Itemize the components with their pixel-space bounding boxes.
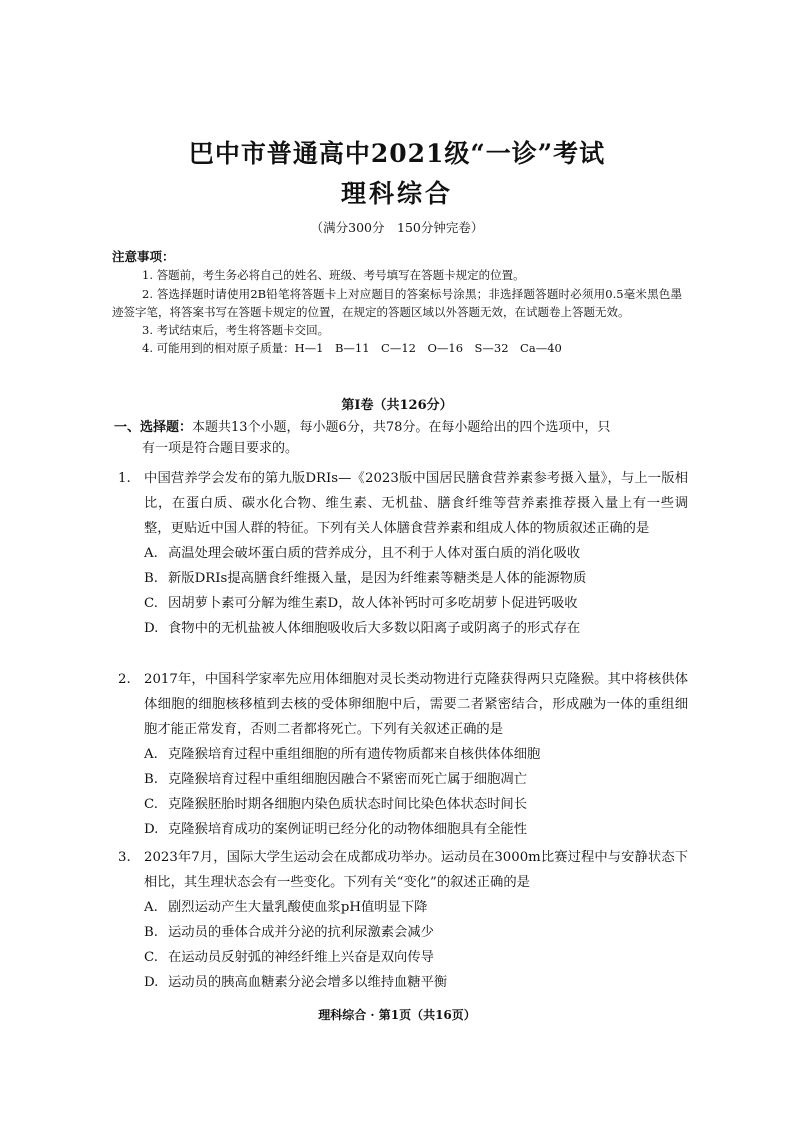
question-1 <box>118 466 688 641</box>
option-d <box>118 970 688 995</box>
question-stem: 2023年7月，国际大学生运动会在成都成功举办。运动员在3000m比赛过程中与安静状态下相比，其生理状态会有一些变化。下列有关“变化”的叙述正确的是 <box>144 850 688 890</box>
question-stem: 2017年，中国科学家率先应用体细胞对灵长类动物进行克隆获得两只克隆猴。其中将核供体体细胞的细胞核移植到去核的受体卵细胞中后，需要二者紧密结合，形成融为一体的重组细胞才能正常发育，否则二者都将死亡。下列有关叙述正确的是 <box>144 672 688 737</box>
option-text: 新版DRIs提高膳食纤维摄入量，是因为纤维素等糖类是人体的能源物质 <box>168 571 587 586</box>
option-b <box>118 767 688 792</box>
option-key: A. <box>144 747 158 762</box>
option-a <box>118 742 688 767</box>
option-a <box>118 895 688 920</box>
notes-item: 2. 答选择题时请使用2B铅笔将答题卡上对应题目的答案标号涂黑；非选择题答题时必须用0.5毫米黑色墨迹签字笔，将答案书写在答题卡规定的位置，在规定的答题区域以外答题无效，在试题卷上答题无效。 <box>112 286 682 319</box>
option-a <box>118 541 688 566</box>
question-stem: 中国营养学会发布的第九版DRIs—《2023版中国居民膳食营养素参考摄入量》，与上一版相比，在蛋白质、碳水化合物、维生素、无机盐、膳食纤维等营养素推荐摄入量上有一些调整，更贴近中国人群的特征。下列有关人体膳食营养素和组成人体的物质叙述正确的是 <box>144 471 688 536</box>
option-key: B. <box>144 925 158 940</box>
option-c <box>118 945 688 970</box>
question-2 <box>118 667 688 842</box>
option-c <box>118 792 688 817</box>
option-d <box>118 616 688 641</box>
exam-title: 巴中市普通高中2021级“一诊”考试 <box>188 139 606 168</box>
option-key: D. <box>144 621 159 636</box>
part-title: 第Ⅰ卷（共126分） <box>341 398 453 413</box>
option-key: C. <box>144 596 158 611</box>
option-text: 在运动员反射弧的神经纤维上兴奋是双向传导 <box>168 950 434 965</box>
option-c <box>118 591 688 616</box>
notes-heading: 注意事项： <box>112 249 175 264</box>
notes-item: 4. 可能用到的相对原子质量：H—1 B—11 C—12 O—16 S—32 Ca—40 <box>142 341 562 356</box>
section-heading: 一、选择题： <box>114 420 193 435</box>
option-key: D. <box>144 975 159 990</box>
option-text: 克隆猴胚胎时期各细胞内染色质状态时间比染色体状态时间长 <box>168 797 528 812</box>
option-text: 因胡萝卜素可分解为维生素D，故人体补钙时可多吃胡萝卜促进钙吸收 <box>168 596 578 611</box>
question-number: 2. <box>118 672 131 687</box>
notes-item: 3. 考试结束后，考生将答题卡交回。 <box>142 323 330 338</box>
option-key: B. <box>144 772 158 787</box>
option-text: 食物中的无机盐被人体细胞吸收后大多数以阳离子或阴离子的形式存在 <box>168 621 581 636</box>
option-key: A. <box>144 546 158 561</box>
section-instructions <box>114 417 686 459</box>
option-text: 克隆猴培育成功的案例证明已经分化的动物体细胞具有全能性 <box>168 822 528 837</box>
option-d <box>118 817 688 842</box>
option-key: C. <box>144 797 158 812</box>
option-text: 高温处理会破坏蛋白质的营养成分，且不利于人体对蛋白质的消化吸收 <box>168 546 581 561</box>
option-key: A. <box>144 900 158 915</box>
option-b <box>118 920 688 945</box>
page-footer: 理科综合 · 第1页（共16页） <box>318 1008 476 1022</box>
option-key: D. <box>144 822 159 837</box>
notes-block <box>112 248 682 358</box>
option-key: C. <box>144 950 158 965</box>
option-text: 剧烈运动产生大量乳酸使血浆pH值明显下降 <box>168 900 428 915</box>
exam-score-time: （满分300分 150分钟完卷） <box>310 220 484 235</box>
question-3 <box>118 845 688 995</box>
section-text-continued: 有一项是符合题目要求的。 <box>142 441 299 456</box>
exam-subject: 理科综合 <box>340 179 453 208</box>
section-text: 本题共13个小题，每小题6分，共78分。在每小题给出的四个选项中，只 <box>192 420 611 435</box>
option-b <box>118 566 688 591</box>
option-text: 克隆猴培育过程中重组细胞的所有遗传物质都来自核供体体细胞 <box>168 747 541 762</box>
option-key: B. <box>144 571 158 586</box>
option-text: 运动员的垂体合成并分泌的抗利尿激素会减少 <box>168 925 434 940</box>
question-number: 3. <box>118 850 131 865</box>
question-number: 1. <box>118 471 131 486</box>
option-text: 运动员的胰高血糖素分泌会增多以维持血糖平衡 <box>168 975 448 990</box>
option-text: 克隆猴培育过程中重组细胞因融合不紧密而死亡属于细胞凋亡 <box>168 772 528 787</box>
notes-item: 1. 答题前，考生务必将自己的姓名、班级、考号填写在答题卡规定的位置。 <box>142 268 525 283</box>
